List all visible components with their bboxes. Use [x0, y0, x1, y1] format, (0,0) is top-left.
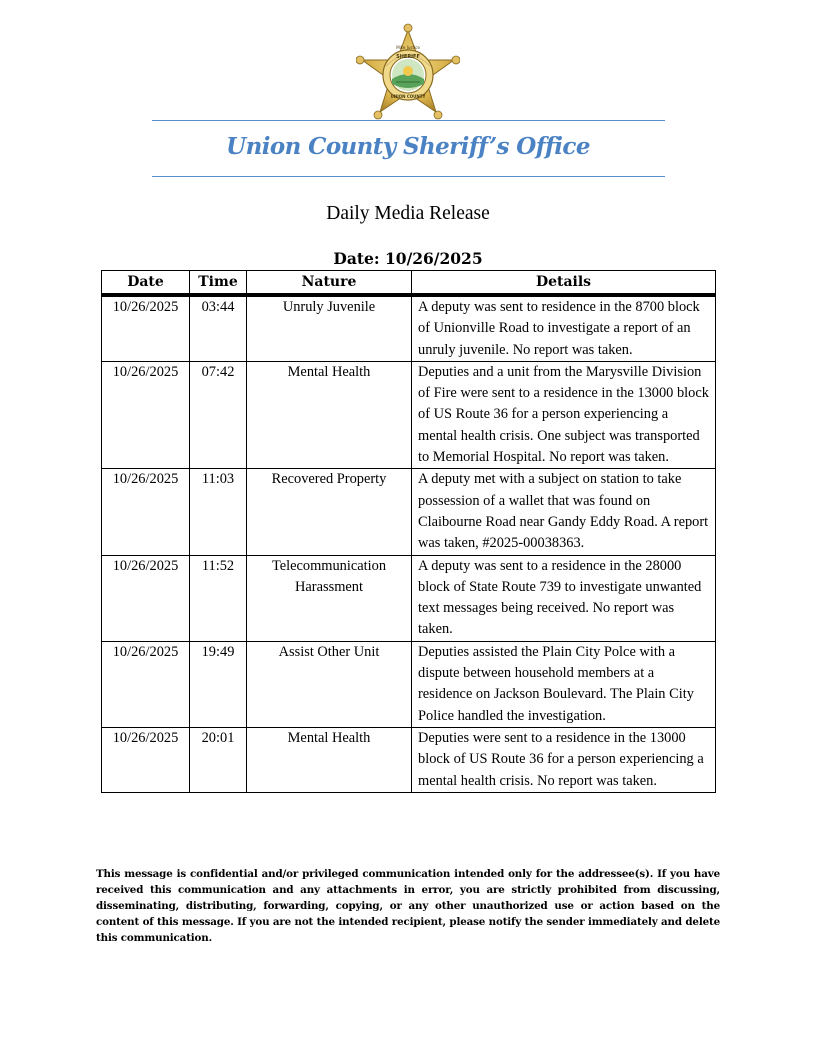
sheriff-badge-logo [356, 22, 460, 122]
header-rule-top [152, 120, 665, 121]
cell-date: 10/26/2025 [102, 361, 190, 468]
cell-nature: Assist Other Unit [247, 641, 412, 727]
badge-top-text: Mike Justice [396, 45, 420, 50]
incident-log-table [101, 270, 716, 793]
table-header-row [102, 271, 716, 296]
badge-bottom-text: UNION COUNTY [390, 94, 426, 99]
column-header-details: Details [412, 271, 716, 296]
table-row [102, 361, 716, 468]
org-name-title: Union County Sheriff’s Office [226, 133, 590, 160]
cell-date: 10/26/2025 [102, 295, 190, 361]
release-date: Date: 10/26/2025 [333, 249, 483, 268]
column-header-time: Time [190, 271, 247, 296]
cell-nature: Mental Health [247, 727, 412, 792]
cell-date: 10/26/2025 [102, 555, 190, 641]
cell-details: Deputies assisted the Plain City Polce with a dispute between household members at a residence on Jackson Boulevard. The Plain City Police handled the investigation. [412, 641, 716, 727]
table-row [102, 469, 716, 555]
cell-nature: Unruly Juvenile [247, 295, 412, 361]
cell-time: 19:49 [190, 641, 247, 727]
cell-time: 11:52 [190, 555, 247, 641]
cell-time: 11:03 [190, 469, 247, 555]
cell-date: 10/26/2025 [102, 641, 190, 727]
column-header-date: Date [102, 271, 190, 296]
cell-details: A deputy was sent to a residence in the 28000 block of State Route 739 to investigate unwanted text messages being received. No report was taken. [412, 555, 716, 641]
cell-nature: Mental Health [247, 361, 412, 468]
cell-time: 07:42 [190, 361, 247, 468]
confidentiality-disclaimer: This message is confidential and/or privileged communication intended only for the addressee(s). If you have received this communication and any attachments in error, you are strictly prohibited from discussing, disseminating, distributing, forwarding, copying, or any other unauthorized use or action based on the content of this message. If you are not the intended recipient, please notify the sender immediately and delete this communication. [96, 868, 720, 944]
table-row [102, 555, 716, 641]
cell-nature: Telecommunication Harassment [247, 555, 412, 641]
cell-details: Deputies were sent to a residence in the 13000 block of US Route 36 for a person experiencing a mental health crisis. No report was taken. [412, 727, 716, 792]
cell-date: 10/26/2025 [102, 727, 190, 792]
table-row [102, 295, 716, 361]
cell-nature: Recovered Property [247, 469, 412, 555]
header-rule-bottom [152, 176, 665, 177]
table-row [102, 641, 716, 727]
cell-details: A deputy was sent to residence in the 8700 block of Unionville Road to investigate a report of an unruly juvenile. No report was taken. [412, 295, 716, 361]
cell-date: 10/26/2025 [102, 469, 190, 555]
cell-details: A deputy met with a subject on station to take possession of a wallet that was found on Claibourne Road near Gandy Eddy Road. A report was taken, #2025-00038363. [412, 469, 716, 555]
cell-time: 03:44 [190, 295, 247, 361]
release-title: Daily Media Release [326, 203, 490, 224]
badge-band-text: SHERIFF [396, 54, 420, 60]
column-header-nature: Nature [247, 271, 412, 296]
cell-time: 20:01 [190, 727, 247, 792]
cell-details: Deputies and a unit from the Marysville Division of Fire were sent to a residence in the 13000 block of US Route 36 for a person experiencing a mental health crisis. One subject was transported to Memorial Hospital. No report was taken. [412, 361, 716, 468]
table-row [102, 727, 716, 792]
